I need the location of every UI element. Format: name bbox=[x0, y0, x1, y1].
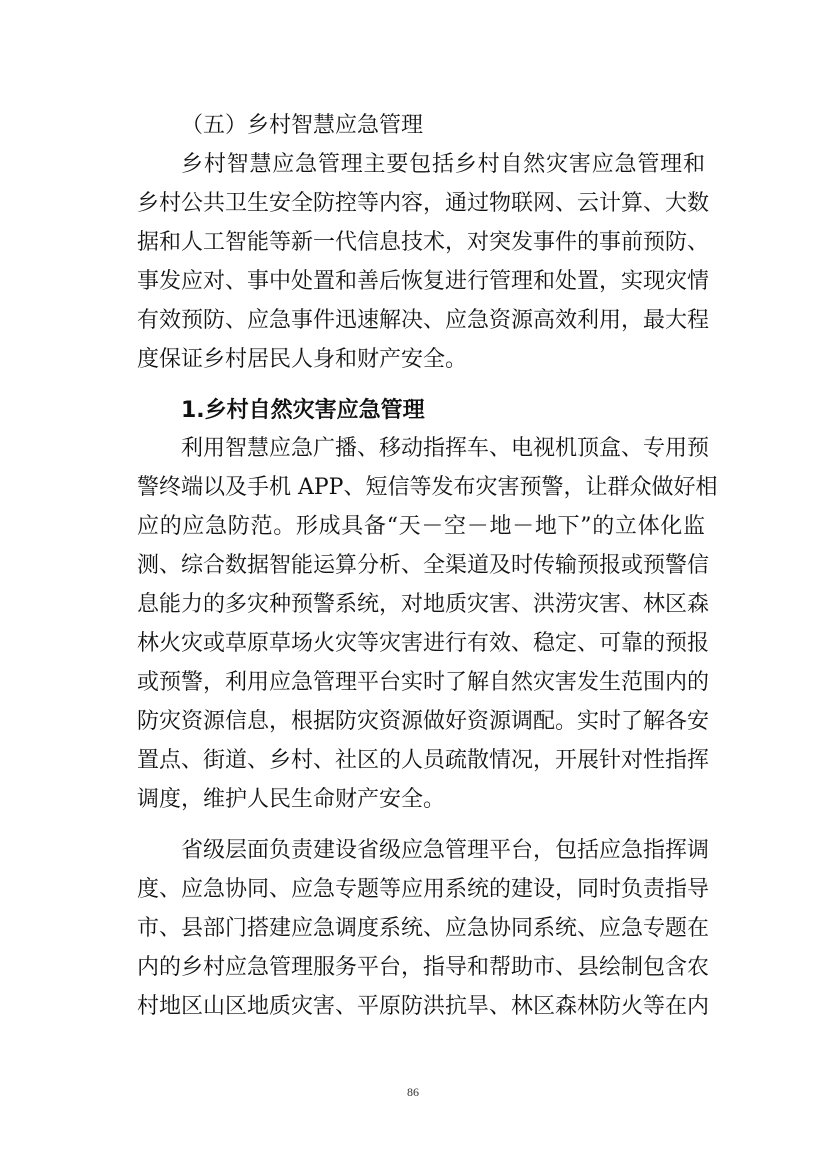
paragraph-line: 度、应急协同、应急专题等应用系统的建设，同时负责指导 bbox=[137, 877, 710, 902]
paragraph-line: 调度，维护人民生命财产安全。 bbox=[137, 787, 446, 812]
page-number: 86 bbox=[407, 1085, 419, 1099]
paragraph-line: 警终端以及手机 APP、短信等发布灾害预警，让群众做好相 bbox=[137, 475, 718, 500]
paragraph-line: 度保证乡村居民人身和财产安全。 bbox=[137, 347, 468, 372]
paragraph-line: 防灾资源信息，根据防灾资源做好资源调配。实时了解各安 bbox=[137, 709, 710, 734]
paragraph-line: 据和人工智能等新一代信息技术，对突发事件的事前预防、 bbox=[137, 230, 710, 255]
subsection-heading: 1.乡村自然灾害应急管理 bbox=[181, 398, 425, 423]
paragraph-line: 置点、街道、乡村、社区的人员疏散情况，开展针对性指挥 bbox=[137, 748, 710, 773]
section-heading: （五）乡村智慧应急管理 bbox=[181, 113, 424, 138]
paragraph-line: 利用智慧应急广播、移动指挥车、电视机顶盒、专用预 bbox=[181, 436, 710, 461]
paragraph-line: 息能力的多灾种预警系统，对地质灾害、洪涝灾害、林区森 bbox=[137, 592, 710, 617]
paragraph-line: 事发应对、事中处置和善后恢复进行管理和处置，实现灾情 bbox=[137, 269, 710, 294]
paragraph-line: 市、县部门搭建应急调度系统、应急协同系统、应急专题在 bbox=[137, 916, 710, 941]
paragraph-line: 测、综合数据智能运算分析、全渠道及时传输预报或预警信 bbox=[137, 553, 710, 578]
paragraph-line: 内的乡村应急管理服务平台，指导和帮助市、县绘制包含农 bbox=[137, 955, 710, 980]
paragraph-line: 乡村智慧应急管理主要包括乡村自然灾害应急管理和 bbox=[181, 152, 705, 177]
paragraph-line: 林火灾或草原草场火灾等灾害进行有效、稳定、可靠的预报 bbox=[137, 631, 710, 656]
paragraph-line: 有效预防、应急事件迅速解决、应急资源高效利用，最大程 bbox=[137, 308, 710, 333]
paragraph-line: 或预警，利用应急管理平台实时了解自然灾害发生范围内的 bbox=[137, 670, 710, 695]
paragraph-line: 省级层面负责建设省级应急管理平台，包括应急指挥调 bbox=[181, 838, 710, 863]
paragraph-line: 村地区山区地质灾害、平原防洪抗旱、林区森林防火等在内 bbox=[137, 994, 710, 1019]
paragraph-line: 应的应急防范。形成具备“天－空－地－地下”的立体化监 bbox=[137, 514, 705, 539]
paragraph-line: 乡村公共卫生安全防控等内容，通过物联网、云计算、大数 bbox=[137, 191, 710, 216]
